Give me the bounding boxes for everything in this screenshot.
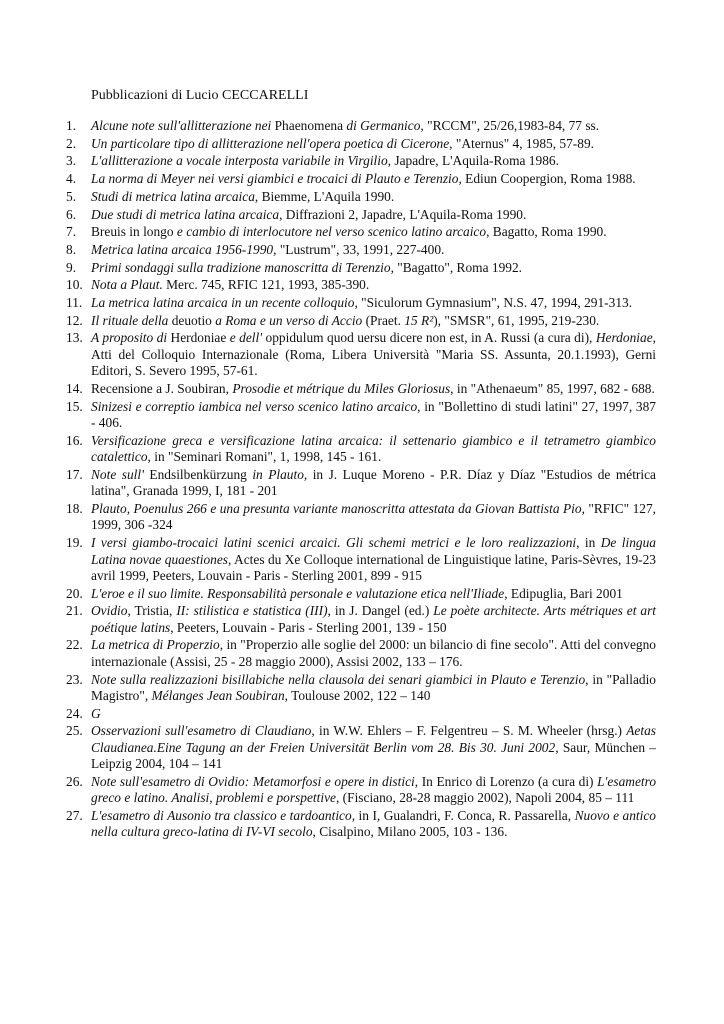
publication-title-text: Versificazione greca e versificazione latina arcaica: il settenario giambico e il tetrametro giambico catalettico bbox=[91, 432, 656, 465]
publication-text: , in W.W. Ehlers – F. Felgentreu – S. M. Wheeler (hrsg.) bbox=[311, 723, 627, 739]
publication-title-text: Ovidio bbox=[91, 603, 128, 619]
publication-number: 14. bbox=[66, 380, 83, 396]
publication-text: , Japadre, L'Aquila-Roma 1986. bbox=[387, 153, 559, 169]
publication-text: Endsilbenkürzung bbox=[143, 466, 253, 482]
publication-title-text: Mélanges Jean Soubiran bbox=[151, 687, 285, 703]
publication-number: 17. bbox=[66, 466, 83, 482]
page-title: Pubblicazioni di Lucio CECCARELLI bbox=[91, 88, 309, 103]
publication-title-text: L'eroe e il suo limite. Responsabilità personale e valutazione etica nell'Iliade bbox=[91, 585, 505, 601]
publication-text: , "Bagatto", Roma 1992. bbox=[390, 259, 523, 275]
publication-text: , Diffrazioni 2, Japadre, L'Aquila-Roma 1990. bbox=[279, 206, 527, 222]
publication-item bbox=[66, 136, 656, 152]
publication-item bbox=[66, 433, 656, 466]
publication-text: , In Enrico di Lorenzo (a cura di) bbox=[414, 773, 598, 789]
publication-number: 1. bbox=[66, 118, 77, 133]
publication-text: Merc. 745, RFIC 121, 1993, 385-390. bbox=[162, 277, 370, 293]
publication-title-text: Plauto, Poenulus 266 e una presunta variante manoscritta attestata da Giovan Battista Pio bbox=[91, 500, 582, 516]
publication-item bbox=[66, 224, 656, 240]
publication-number: 21. bbox=[66, 603, 83, 619]
publication-title-text: La norma di Meyer nei versi giambici e trocaici di Plauto e Terenzio, bbox=[91, 171, 462, 187]
publication-text: , Peeters, Louvain - Paris - Sterling 2001, 139 - 150 bbox=[170, 619, 447, 635]
publication-text: , in "Seminari Romani", 1, 1998, 145 - 161. bbox=[147, 449, 382, 465]
publication-title-text: e cambio di interlocutore nel verso scenico latino arcaico bbox=[173, 224, 487, 240]
publication-number: 16. bbox=[66, 432, 83, 448]
publication-item bbox=[66, 313, 656, 329]
publication-title-text: di Germanico, bbox=[343, 118, 424, 133]
publication-title-text: 15 R² bbox=[404, 312, 434, 328]
publication-text: Phaenomena bbox=[274, 118, 344, 133]
publication-number: 10. bbox=[66, 277, 83, 293]
publication-text: "Lustrum", 33, 1991, 227-400. bbox=[276, 241, 445, 257]
publication-item bbox=[66, 189, 656, 205]
publication-item bbox=[66, 118, 656, 134]
publication-title-text: in Plauto bbox=[252, 466, 304, 482]
publication-list bbox=[66, 118, 656, 842]
publication-number: 5. bbox=[66, 188, 77, 204]
publication-text: , "RFIC" 127, 1999, 306 -324 bbox=[91, 500, 656, 533]
publication-number: 11. bbox=[66, 295, 83, 311]
publication-number: 15. bbox=[66, 398, 83, 414]
publication-text: , in J. Luque Moreno - P.R. Díaz y Díaz "Estudios de métrica latina", Granada 1999, I, 181 - 201 bbox=[91, 466, 656, 499]
publication-item bbox=[66, 295, 656, 311]
publication-title-text: Un particolare tipo di allitterazione nell'opera poetica di Cicerone bbox=[91, 135, 450, 151]
publication-title-text: Sinizesi e correptio iambica nel verso scenico latino arcaico bbox=[91, 398, 418, 414]
publication-item bbox=[66, 330, 656, 379]
publication-text: (Praet. bbox=[362, 312, 405, 328]
publication-item bbox=[66, 501, 656, 534]
publication-item bbox=[66, 774, 656, 807]
publication-title-text: Studi di metrica latina arcaica bbox=[91, 188, 255, 204]
publication-item bbox=[66, 672, 656, 705]
publication-item bbox=[66, 260, 656, 276]
publication-text: , "Aternus" 4, 1985, 57-89. bbox=[449, 135, 594, 151]
publication-item bbox=[66, 586, 656, 602]
publication-text: , in bbox=[576, 535, 601, 551]
publication-title-text: Aetas Claudianea.Eine Tagung an der Freien Universität Berlin vom 28. Bis 30. Juni 2002 bbox=[91, 723, 656, 755]
publication-number: 26. bbox=[66, 773, 83, 789]
publication-title-text: Nuovo e antico nella cultura greco-latina di IV-VI secolo bbox=[91, 807, 656, 840]
publication-text: , in J. Dangel (ed.) bbox=[327, 603, 434, 619]
publication-item bbox=[66, 808, 656, 841]
publication-text: Herdoniae bbox=[167, 330, 227, 346]
publication-item bbox=[66, 467, 656, 500]
publication-item bbox=[66, 603, 656, 636]
publication-text: , Cisalpino, Milano 2005, 103 - 136. bbox=[312, 824, 508, 840]
publication-title-text: La metrica latina arcaica in un recente colloquio bbox=[91, 295, 355, 311]
publication-number: 20. bbox=[66, 585, 83, 601]
publication-item bbox=[66, 277, 656, 293]
publication-title-text: Note sull'esametro di Ovidio: Metamorfosi e opere in distici bbox=[91, 773, 415, 789]
publication-title-text: La metrica di Properzio bbox=[91, 637, 220, 653]
publication-title-text: Nota a Plaut. bbox=[91, 277, 163, 293]
publication-title-text: a Roma e un verso di Accio bbox=[211, 312, 363, 328]
publication-number: 18. bbox=[66, 500, 83, 516]
publication-text: deuotio bbox=[168, 312, 212, 328]
publication-text: , (Fisciano, 28-28 maggio 2002), Napoli 2004, 85 – 111 bbox=[335, 790, 635, 806]
publication-title-text: Note sull' bbox=[91, 466, 144, 482]
publication-number: 27. bbox=[66, 807, 83, 823]
publication-number: 12. bbox=[66, 312, 83, 328]
publication-title-text: Note sulla realizzazioni bisillabiche nella clausola dei senari giambici in Plauto e Terenzio bbox=[91, 671, 586, 687]
publication-title-text: Primi sondaggi sulla tradizione manoscritta di Terenzio bbox=[91, 259, 391, 275]
publication-title-text: Osservazioni sull'esametro di Claudiano bbox=[91, 723, 312, 739]
publication-number: 2. bbox=[66, 135, 77, 151]
publication-text: , "Siculorum Gymnasium", N.S. 47, 1994, 291-313. bbox=[354, 295, 633, 311]
publication-title-text: G bbox=[91, 705, 101, 721]
publication-text: , in "Athenaeum" 85, 1997, 682 - 688. bbox=[450, 380, 655, 396]
publication-text: , in "Palladio Magistro", bbox=[91, 671, 656, 703]
publication-text: Recensione a J. Soubiran, bbox=[91, 380, 233, 396]
publication-item bbox=[66, 723, 656, 772]
publication-title-text: Metrica latina arcaica 1956-1990, bbox=[91, 241, 277, 257]
publication-text: , in I, Gualandri, F. Conca, R. Passarella, bbox=[351, 807, 575, 823]
publication-text: , Tristia, bbox=[127, 603, 177, 619]
publication-text: , Saur, München – Leipzig 2004, 104 – 141 bbox=[91, 739, 656, 772]
publication-number: 3. bbox=[66, 153, 77, 169]
publication-text: , Biemme, L'Aquila 1990. bbox=[254, 188, 395, 204]
publication-title-text: L'allitterazione a vocale interposta variabile in Virgilio bbox=[91, 153, 388, 169]
publication-title-text: A proposito di bbox=[91, 330, 168, 346]
publication-title-text: Le poète architecte. Arts métriques et art poétique latins bbox=[91, 603, 657, 635]
publication-text: , Toulouse 2002, 122 – 140 bbox=[284, 687, 431, 703]
publication-text: , Edipuglia, Bari 2001 bbox=[504, 585, 623, 601]
publication-number: 19. bbox=[66, 535, 83, 551]
publication-number: 4. bbox=[66, 171, 77, 187]
publication-number: 22. bbox=[66, 637, 83, 653]
publication-title-text: De lingua Latina novae quaestiones bbox=[91, 535, 656, 567]
publication-text: , Atti del Colloquio Internazionale (Roma, Libera Università "Maria SS. Assunta, 20.1.1993), Gerni Editori, S. Severo 1995, 57-61. bbox=[91, 330, 656, 379]
publication-number: 6. bbox=[66, 206, 77, 222]
publication-number: 13. bbox=[66, 330, 83, 346]
publication-text: Breuis in longo bbox=[91, 224, 174, 240]
publication-title-text: Il rituale della bbox=[91, 312, 169, 328]
publication-item bbox=[66, 153, 656, 169]
publication-item bbox=[66, 242, 656, 258]
publication-title-text: Prosodie et métrique du Miles Gloriosus bbox=[232, 380, 451, 396]
publication-number: 25. bbox=[66, 723, 83, 739]
publication-text: "RCCM", 25/26,1983-84, 77 ss. bbox=[423, 118, 600, 133]
publication-title-text: Due studi di metrica latina arcaica bbox=[91, 206, 280, 222]
publication-text: Ediun Coopergion, Roma 1988. bbox=[461, 171, 636, 187]
publication-text: , Actes du Xe Colloque international de Linguistique latine, Paris-Sèvres, 19-23 avril 1999, Peeters, Louvain - Paris - Sterling 2001, 899 - 915 bbox=[91, 551, 657, 583]
publication-item bbox=[66, 381, 656, 397]
publication-title-text: e dell' bbox=[226, 330, 263, 346]
publication-text: oppidulum quod uersu dicere non est, in A. Russi (a cura di), bbox=[262, 330, 596, 346]
publication-title-text: Alcune note sull'allitterazione nei bbox=[91, 118, 275, 133]
publication-number: 7. bbox=[66, 224, 77, 240]
publication-item bbox=[66, 535, 656, 584]
publication-number: 24. bbox=[66, 705, 83, 721]
publication-title-text: I versi giambo-trocaici latini scenici arcaici. Gli schemi metrici e le loro realizzazioni bbox=[91, 535, 577, 551]
publication-title-text: L'esametro di Ausonio tra classico e tardoantico bbox=[91, 807, 352, 823]
publication-number: 9. bbox=[66, 259, 77, 275]
publication-title-text: L'esametro greco e latino. Analisi, problemi e porspettive bbox=[91, 773, 657, 806]
publication-text: ), "SMSR", 61, 1995, 219-230. bbox=[433, 312, 600, 328]
publication-item bbox=[66, 706, 656, 722]
publication-item bbox=[66, 637, 656, 670]
publication-item bbox=[66, 399, 656, 432]
publication-title-text: II: stilistica e statistica (III) bbox=[176, 603, 328, 619]
publication-text: , Bagatto, Roma 1990. bbox=[486, 224, 607, 240]
publication-number: 23. bbox=[66, 671, 83, 687]
publication-number: 8. bbox=[66, 241, 77, 257]
publication-text: , in "Properzio alle soglie del 2000: un bilancio di fine secolo". Atti del convegno internazionale (Assisi, 25 - 28 maggio 2000), Assisi 2002, 133 – 176. bbox=[91, 637, 656, 669]
publication-title-text: Herdoniae bbox=[595, 330, 653, 346]
publication-item bbox=[66, 207, 656, 223]
publication-item bbox=[66, 171, 656, 187]
publication-text: , in "Bollettino di studi latini" 27, 1997, 387 - 406. bbox=[91, 398, 656, 431]
